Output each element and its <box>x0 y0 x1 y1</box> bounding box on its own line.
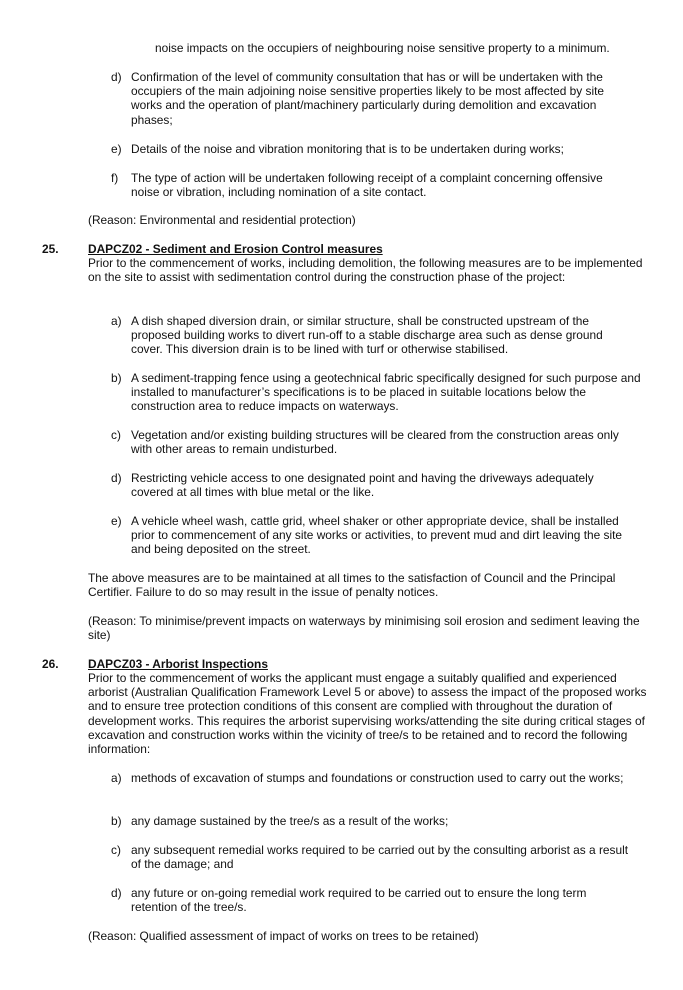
condition-25-item-b-marker: b) <box>111 371 122 385</box>
condition-25-item-b-text: A sediment-trapping fence using a geotechnical fabric specifically designed for such purpose and installed to manufacturer’s specifications is to be placed in suitable locations below the construction area to reduce impacts on waterways. <box>131 371 641 414</box>
condition-26-heading: DAPCZ03 - Arborist Inspections <box>88 657 268 671</box>
condition-25-item-d-text: Restricting vehicle access to one designated point and having the driveways adequately covered at all times with blue metal or the like. <box>131 471 594 500</box>
condition-26-item-a-marker: a) <box>111 771 122 785</box>
condition-25-item-d-marker: d) <box>111 471 122 485</box>
intro-item-f-marker: f) <box>111 171 119 185</box>
condition-25-item-e-text: A vehicle wheel wash, cattle grid, wheel shaker or other appropriate device, shall be installed prior to commencement of any site works or activities, to prevent mud and dirt leaving the site and being deposited on the street. <box>131 514 623 557</box>
condition-26-item-b-marker: b) <box>111 814 122 828</box>
intro-reason: (Reason: Environmental and residential protection) <box>88 213 356 227</box>
condition-25-item-c-text: Vegetation and/or existing building structures will be cleared from the construction areas only with other areas to remain undisturbed. <box>131 428 619 457</box>
condition-26-item-d-text: any future or on-going remedial work required to be carried out to ensure the long term retention of the tree/s. <box>131 886 587 915</box>
condition-25-closing: The above measures are to be maintained at all times to the satisfaction of Council and the Principal Certifier. Failure to do so may result in the issue of penalty notices. <box>88 571 616 600</box>
condition-25-intro: Prior to the commencement of works, including demolition, the following measures are to be implemented on the site to assist with sedimentation control during the construction phase of the project: <box>88 256 643 285</box>
intro-item-d-text: Confirmation of the level of community consultation that has or will be undertaken with the occupiers of the main adjoining noise sensitive properties likely to be most affected by site works and the operation of plant/machinery particularly during demolition and excavation phases; <box>131 70 605 127</box>
condition-26-reason: (Reason: Qualified assessment of impact of works on trees to be retained) <box>88 929 479 943</box>
condition-25-reason: (Reason: To minimise/prevent impacts on waterways by minimising soil erosion and sediment leaving the site) <box>88 614 640 643</box>
condition-25-item-c-marker: c) <box>111 428 121 442</box>
intro-item-f-text: The type of action will be undertaken following receipt of a complaint concerning offensive noise or vibration, including nomination of a site contact. <box>131 171 603 200</box>
condition-26-item-a-text: methods of excavation of stumps and foundations or construction used to carry out the works; <box>131 771 624 785</box>
condition-26-number: 26. <box>42 657 59 671</box>
intro-item-e-text: Details of the noise and vibration monitoring that is to be undertaken during works; <box>131 142 564 156</box>
condition-25-item-a-text: A dish shaped diversion drain, or similar structure, shall be constructed upstream of the proposed building works to divert run-off to a stable discharge area such as dense ground cover. This diversion drain is to be lined with turf or otherwise stabilised. <box>131 314 603 357</box>
condition-26-intro: Prior to the commencement of works the applicant must engage a suitably qualified and experienced arborist (Australian Qualification Framework Level 5 or above) to assess the impact of the proposed works and to ensure tree protection conditions of this consent are complied with throughout the duration of development works. This requires the arborist supervising works/attending the site during critical stages of excavation and construction works within the vicinity of tree/s to be retained and to record the following information: <box>88 671 647 757</box>
condition-25-number: 25. <box>42 242 59 256</box>
intro-item-d-marker: d) <box>111 70 122 84</box>
condition-26-item-c-marker: c) <box>111 843 121 857</box>
condition-26-item-d-marker: d) <box>111 886 122 900</box>
condition-26-item-c-text: any subsequent remedial works required to be carried out by the consulting arborist as a result of the damage; and <box>131 843 629 872</box>
intro-continuation: noise impacts on the occupiers of neighbouring noise sensitive property to a minimum. <box>155 41 610 55</box>
condition-25-item-a-marker: a) <box>111 314 122 328</box>
condition-26-item-b-text: any damage sustained by the tree/s as a result of the works; <box>131 814 449 828</box>
condition-25-item-e-marker: e) <box>111 514 122 528</box>
condition-25-heading: DAPCZ02 - Sediment and Erosion Control measures <box>88 242 383 256</box>
intro-item-e-marker: e) <box>111 142 122 156</box>
